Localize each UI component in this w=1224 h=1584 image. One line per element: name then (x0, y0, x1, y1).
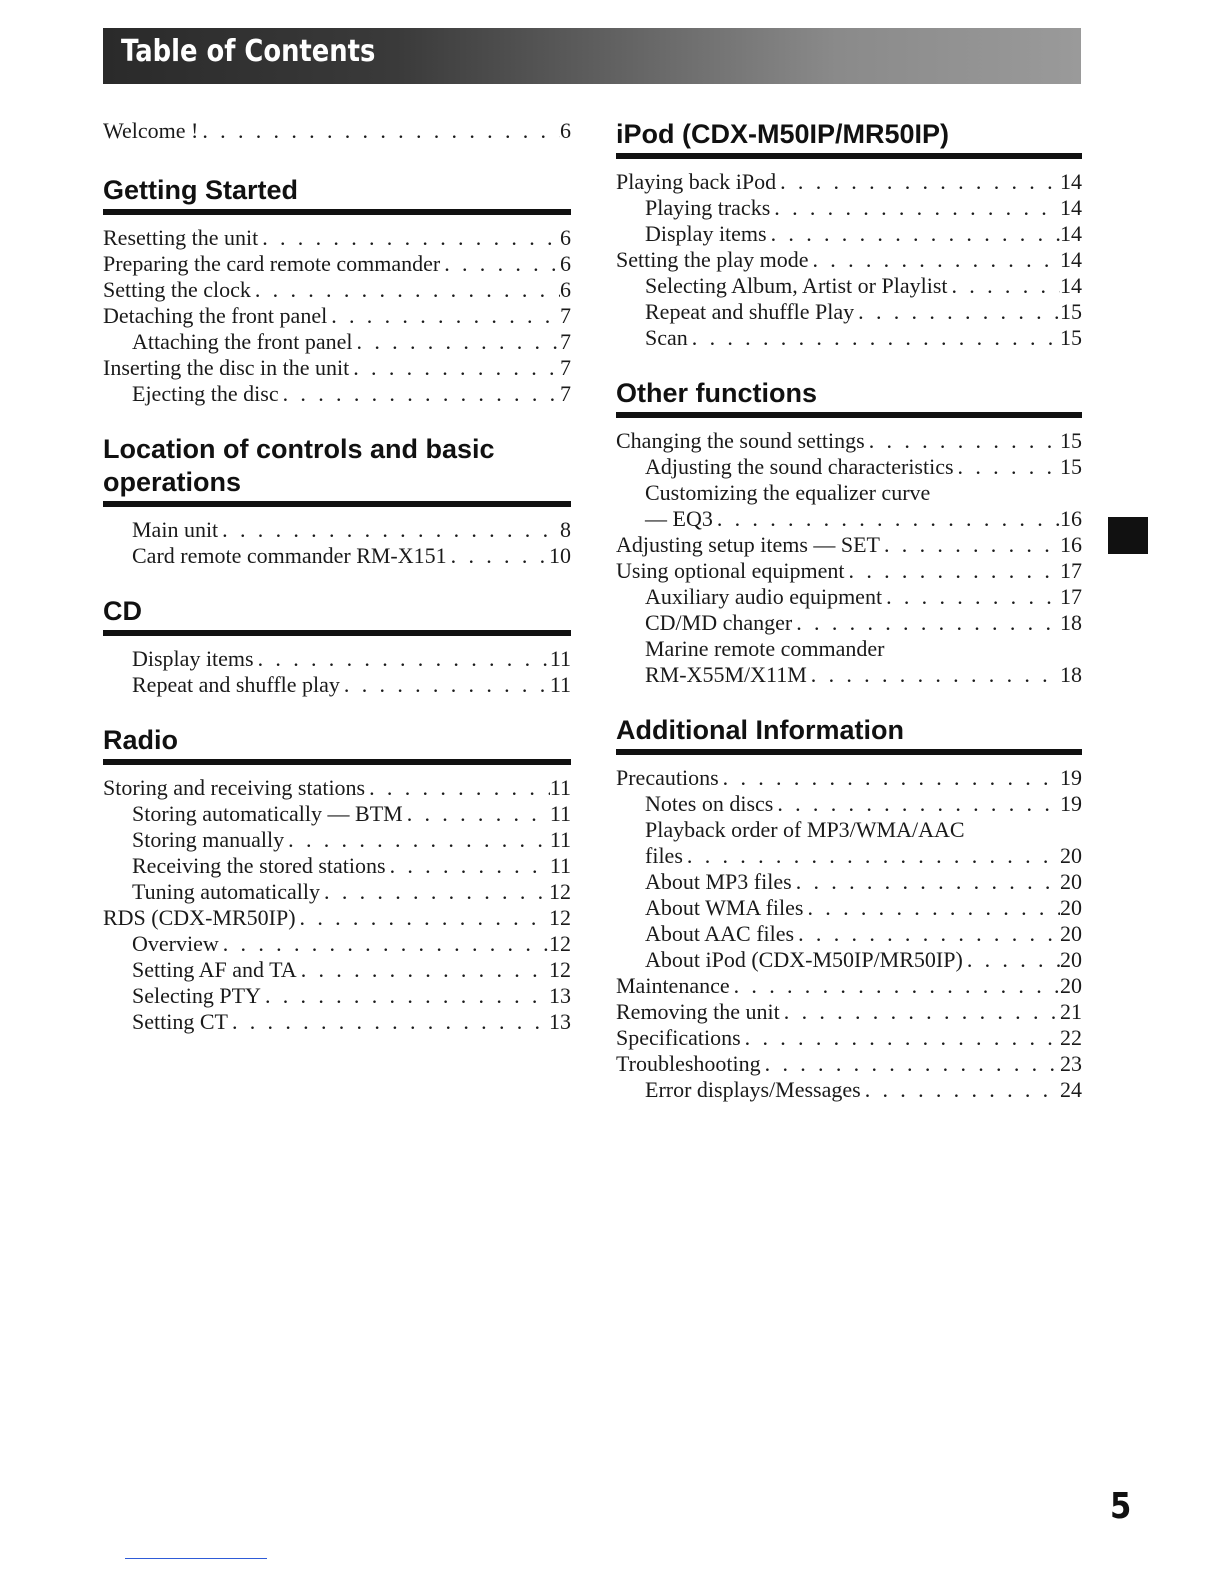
toc-entry[interactable]: Storing and receiving stations . . . 11 (103, 775, 571, 801)
title-banner (103, 28, 1081, 84)
toc-subentry[interactable]: — EQ3 . . . 16 (616, 506, 1082, 532)
toc-subentry[interactable]: Card remote commander RM-X151 . . . 10 (103, 543, 571, 569)
toc-subentry[interactable]: Selecting Album, Artist or Playlist . . . 14 (616, 273, 1082, 299)
toc-subentry[interactable]: Selecting PTY . . . 13 (103, 983, 571, 1009)
toc-subentry[interactable]: Marine remote commander (645, 636, 885, 661)
toc-entry[interactable]: Setting the clock . . . 6 (103, 277, 571, 303)
toc-subentry[interactable]: Error displays/Messages . . . 24 (616, 1077, 1082, 1103)
toc-subentry[interactable]: About WMA files . . . 20 (616, 895, 1082, 921)
section-heading-location: Location of controls and basic operations (103, 433, 571, 507)
section-heading-getting-started: Getting Started (103, 174, 571, 215)
page-title: Table of Contents (121, 34, 376, 69)
toc-subentry[interactable]: About MP3 files . . . 20 (616, 869, 1082, 895)
toc-subentry[interactable]: Display items . . . 14 (616, 221, 1082, 247)
toc-subentry[interactable]: About iPod (CDX-M50IP/MR50IP) . . . 20 (616, 947, 1082, 973)
toc-subentry[interactable]: Display items . . . 11 (103, 646, 571, 672)
toc-entry[interactable]: Maintenance . . . 20 (616, 973, 1082, 999)
toc-subentry[interactable]: Overview . . . 12 (103, 931, 571, 957)
toc-entry[interactable]: Playing back iPod . . . 14 (616, 169, 1082, 195)
toc-subentry[interactable]: CD/MD changer . . . 18 (616, 610, 1082, 636)
toc-subentry[interactable]: Attaching the front panel . . . 7 (103, 329, 571, 355)
toc-entry[interactable]: Inserting the disc in the unit . . . 7 (103, 355, 571, 381)
toc-entry-welcome[interactable]: Welcome ! . . . 6 (103, 118, 571, 144)
toc-subentry[interactable]: Scan . . . 15 (616, 325, 1082, 351)
toc-entry[interactable]: Removing the unit . . . 21 (616, 999, 1082, 1025)
toc-subentry[interactable]: Setting CT . . . 13 (103, 1009, 571, 1035)
section-heading-ipod: iPod (CDX-M50IP/MR50IP) (616, 118, 1082, 159)
toc-subentry[interactable]: Storing manually . . . 11 (103, 827, 571, 853)
toc-subentry[interactable]: Ejecting the disc . . . 7 (103, 381, 571, 407)
toc-subentry[interactable]: Playback order of MP3/WMA/AAC (645, 817, 965, 842)
section-heading-cd: CD (103, 595, 571, 636)
toc-entry[interactable]: Changing the sound settings . . . 15 (616, 428, 1082, 454)
toc-entry[interactable]: Precautions . . . 19 (616, 765, 1082, 791)
toc-subentry[interactable]: Setting AF and TA . . . 12 (103, 957, 571, 983)
toc-subentry[interactable]: Auxiliary audio equipment . . . 17 (616, 584, 1082, 610)
section-heading-additional-information: Additional Information (616, 714, 1082, 755)
toc-entry[interactable]: Preparing the card remote commander . . . 6 (103, 251, 571, 277)
toc-subentry[interactable]: About AAC files . . . 20 (616, 921, 1082, 947)
toc-entry[interactable]: Adjusting setup items — SET . . . 16 (616, 532, 1082, 558)
toc-subentry[interactable]: Tuning automatically . . . 12 (103, 879, 571, 905)
toc-entry[interactable]: Setting the play mode . . . 14 (616, 247, 1082, 273)
toc-subentry[interactable]: Repeat and shuffle Play . . . 15 (616, 299, 1082, 325)
toc-subentry[interactable]: Adjusting the sound characteristics . . . 15 (616, 454, 1082, 480)
page-number: 5 (1110, 1486, 1132, 1527)
section-heading-radio: Radio (103, 724, 571, 765)
toc-entry[interactable]: RDS (CDX-MR50IP) . . . 12 (103, 905, 571, 931)
toc-subentry[interactable]: files . . . 20 (616, 843, 1082, 869)
footer-rule (125, 1558, 267, 1559)
toc-subentry[interactable]: RM-X55M/X11M . . . 18 (616, 662, 1082, 688)
toc-subentry[interactable]: Customizing the equalizer curve (645, 480, 931, 505)
section-heading-other-functions: Other functions (616, 377, 1082, 418)
toc-subentry[interactable]: Storing automatically — BTM . . . 11 (103, 801, 571, 827)
toc-entry[interactable]: Using optional equipment . . . 17 (616, 558, 1082, 584)
toc-entry[interactable]: Resetting the unit . . . 6 (103, 225, 571, 251)
section-tab-marker (1108, 517, 1148, 554)
toc-subentry[interactable]: Playing tracks . . . 14 (616, 195, 1082, 221)
toc-entry[interactable]: Specifications . . . 22 (616, 1025, 1082, 1051)
toc-left-column (103, 118, 571, 1035)
toc-entry[interactable]: Detaching the front panel . . . 7 (103, 303, 571, 329)
toc-entry[interactable]: Troubleshooting . . . 23 (616, 1051, 1082, 1077)
toc-subentry[interactable]: Main unit . . . 8 (103, 517, 571, 543)
toc-subentry[interactable]: Receiving the stored stations . . . 11 (103, 853, 571, 879)
toc-subentry[interactable]: Notes on discs . . . 19 (616, 791, 1082, 817)
toc-right-column (616, 118, 1082, 1103)
toc-subentry[interactable]: Repeat and shuffle play . . . 11 (103, 672, 571, 698)
